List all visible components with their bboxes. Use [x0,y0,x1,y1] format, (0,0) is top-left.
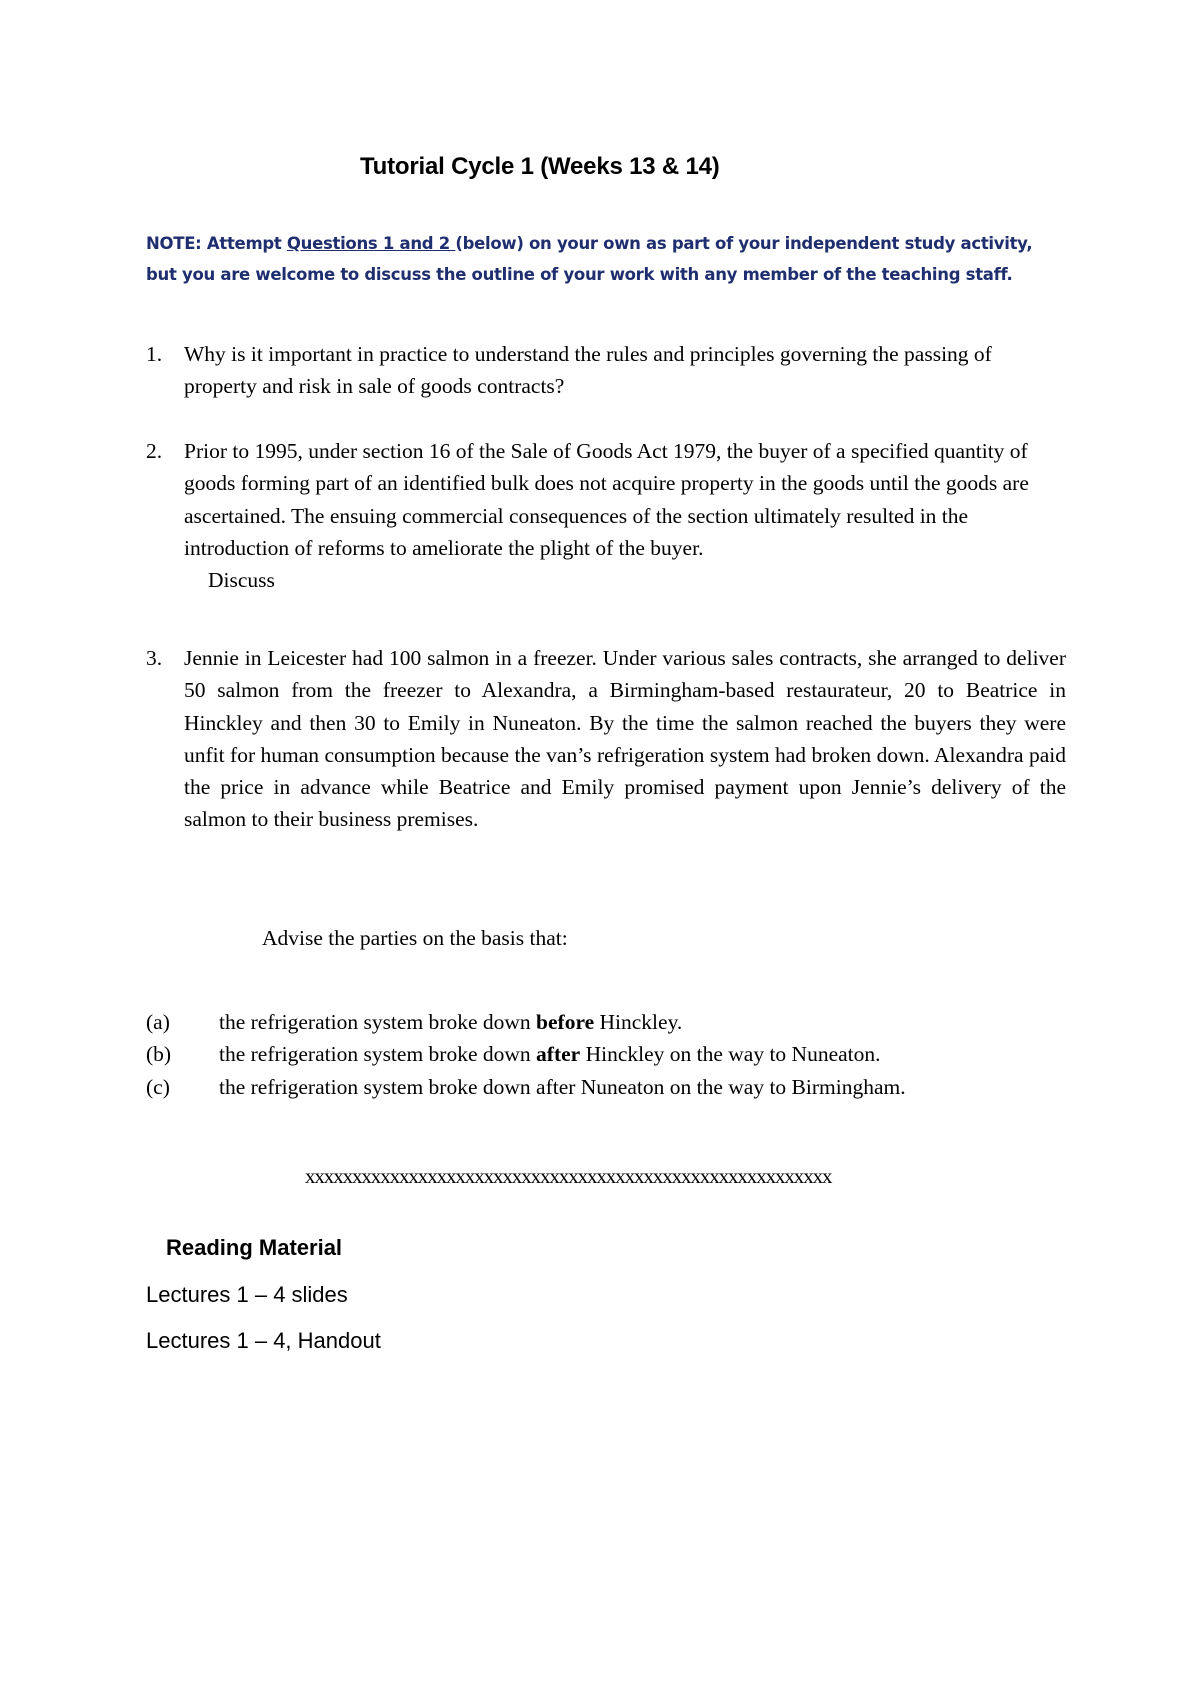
scenario-part-c [146,1071,1046,1103]
scenario-part-b [146,1038,1046,1070]
question-number: 3. [146,646,163,670]
page-title: Tutorial Cycle 1 (Weeks 13 & 14) [360,153,720,180]
reading-heading: Reading Material [166,1235,343,1260]
part-text-before: the refrigeration system broke down after Nuneaton on the way to Birmingham. [219,1074,906,1099]
part-text [219,1071,906,1103]
question-instruction: Discuss [208,568,275,593]
part-label: (a) [146,1010,170,1034]
question-number: 1. [146,342,163,366]
part-text-before: the refrigeration system broke down [219,1042,537,1067]
reading-item: Lectures 1 – 4 slides [146,1282,348,1307]
question-text: Prior to 1995, under section 16 of the Sale of Goods Act 1979, the buyer of a specified quantity of goods forming part of an identified bulk does not acquire property in the goods until the goods are ascertained. The ensuing commercial consequences of the section ultimately resulted in the introduction of reforms to ameliorate the plight of the buyer. [184,439,1029,560]
question-2 [146,435,1066,596]
reading-item: Lectures 1 – 4, Handout [146,1328,381,1353]
note-underlined: Questions 1 and 2 [286,234,456,253]
question-text: Jennie in Leicester had 100 salmon in a freezer. Under various sales contracts, she arranged to deliver 50 salmon from the freezer to Alexandra, a Birmingham-based restaurateur, 20 to Beatrice in Hinckley and then 30 to Emily in Nuneaton. By the time the salmon reached the buyers they were unfit for human consumption because the van’s refrigeration system had broken down. Alexandra paid the price in advance while Beatrice and Emily promised payment upon Jennie’s delivery of the salmon to their business premises. [184,646,1066,832]
part-text-after: Hinckley. [594,1010,683,1034]
part-text-before: the refrigeration system broke down [219,1010,537,1034]
note-paragraph [146,228,1066,290]
note-prefix: NOTE: Attempt [146,234,287,253]
question-3 [146,642,1066,836]
question-number: 2. [146,439,163,463]
scenario-parts [146,1006,1046,1103]
part-text-after: Hinckley on the way to Nuneaton. [580,1042,881,1067]
part-text-bold: before [536,1010,595,1034]
note-rest: (below) on your own as part of your independent study activity, but you are welcome to discuss the outline of your work with any member of the teaching staff. [146,234,1033,284]
question-text: Why is it important in practice to understand the rules and principles governing the passing of property and risk in sale of goods contracts? [184,342,992,399]
question-1 [146,338,1066,403]
scenario-part-a [146,1006,1046,1038]
part-text-bold: after [536,1042,581,1067]
separator-line: xxxxxxxxxxxxxxxxxxxxxxxxxxxxxxxxxxxxxxxxxxxxxxxxxxxxxxxx [305,1164,832,1188]
part-label: (c) [146,1074,170,1099]
advise-instruction: Advise the parties on the basis that: [262,926,568,950]
part-text [219,1038,881,1070]
part-label: (b) [146,1042,172,1067]
part-text [219,1006,682,1038]
